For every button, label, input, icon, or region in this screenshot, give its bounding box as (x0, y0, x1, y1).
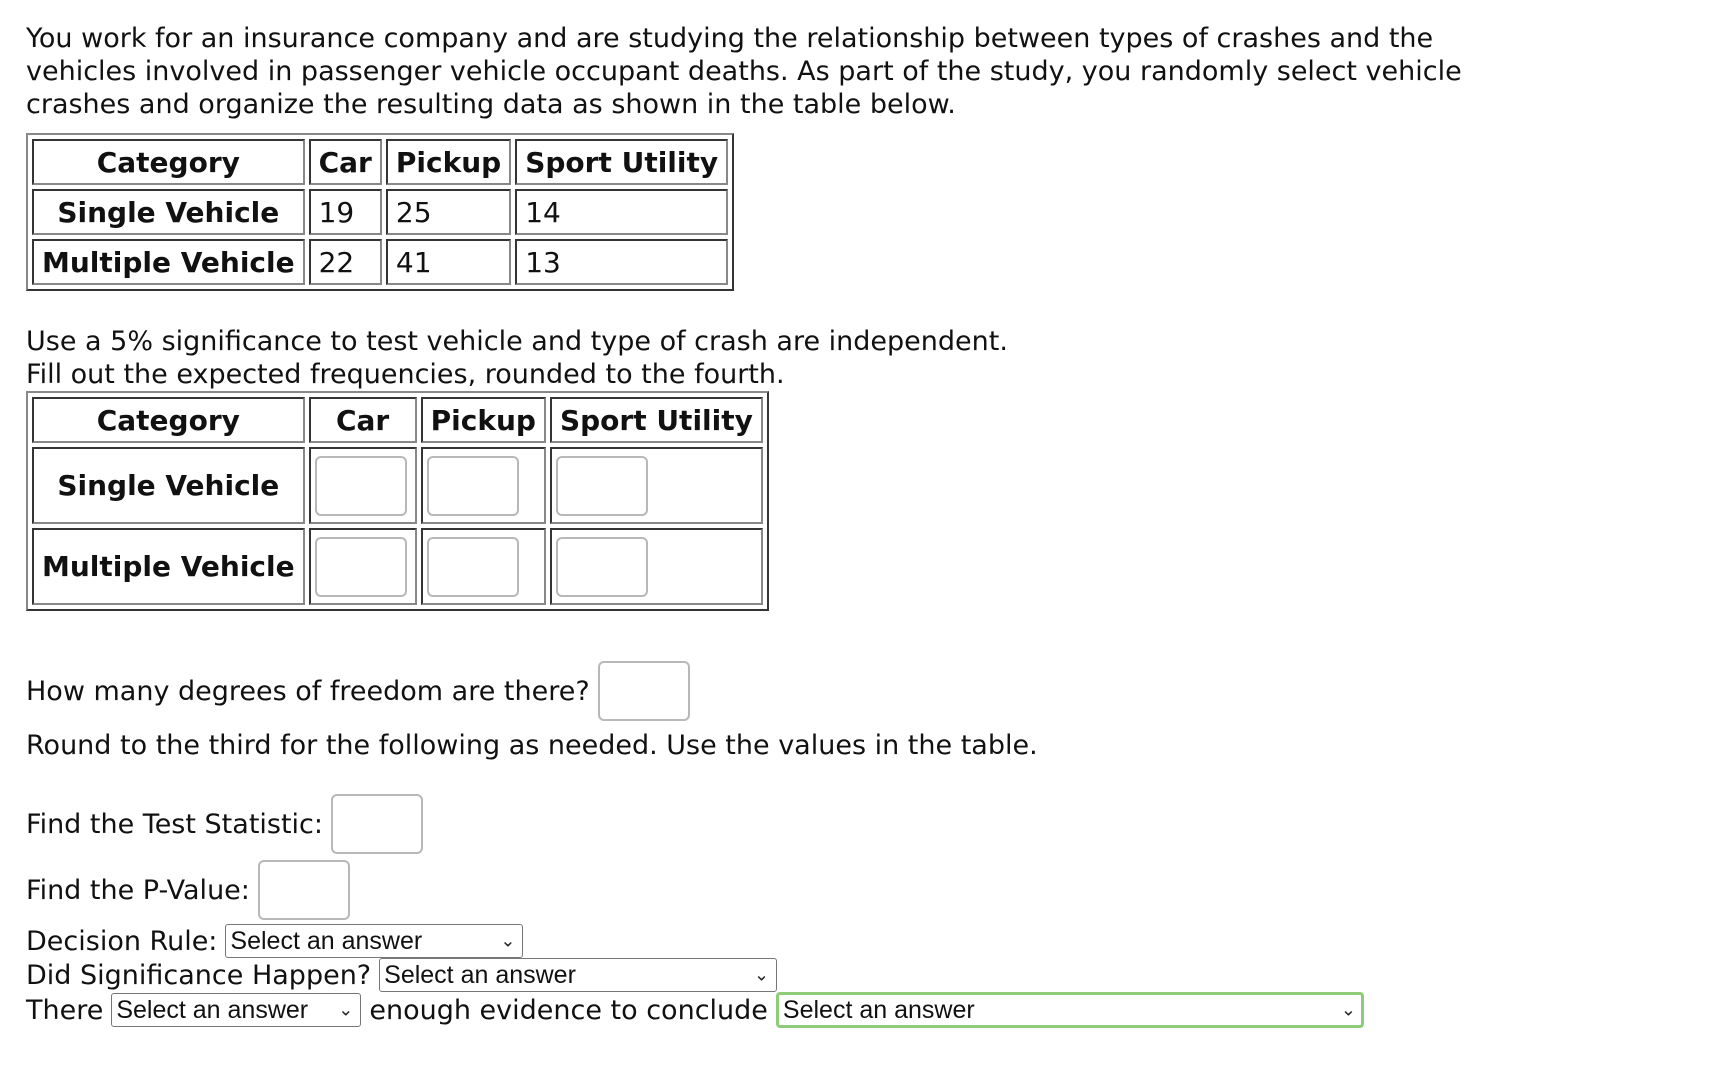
row-label-multiple-vehicle: Multiple Vehicle (32, 528, 305, 605)
question-page (26, 22, 1686, 1028)
cell-multiple-car: 22 (309, 239, 382, 285)
there-label: There (26, 994, 104, 1026)
table-row (32, 528, 763, 605)
evidence-amount-select[interactable] (111, 993, 361, 1027)
header-car: Car (309, 397, 417, 443)
test-statistic-row (26, 794, 1686, 854)
test-statistic-input[interactable] (331, 794, 423, 854)
row-label-single-vehicle: Single Vehicle (32, 189, 305, 235)
chevron-down-icon: ⌄ (500, 930, 516, 952)
decision-rule-row (26, 924, 1686, 958)
conclusion-select[interactable] (776, 992, 1364, 1028)
rounding-note: Round to the third for the following as needed. Use the values in the table. (26, 730, 1038, 761)
significance-row (26, 958, 1686, 992)
cell-single-pickup: 25 (386, 189, 511, 235)
header-category: Category (32, 139, 305, 185)
cell-expected-multiple-suv (550, 528, 763, 605)
table-header-row (32, 397, 763, 443)
decision-rule-select[interactable] (225, 924, 523, 958)
header-pickup: Pickup (386, 139, 511, 185)
table-row (32, 239, 728, 285)
decision-rule-label: Decision Rule: (26, 925, 218, 957)
cell-single-car: 19 (309, 189, 382, 235)
table-row (32, 189, 728, 235)
row-label-single-vehicle: Single Vehicle (32, 447, 305, 524)
chevron-down-icon: ⌄ (338, 999, 354, 1021)
conclusion-row (26, 992, 1686, 1028)
header-sport-utility: Sport Utility (550, 397, 763, 443)
evidence-label: enough evidence to conclude (369, 994, 768, 1026)
degrees-of-freedom-input[interactable] (598, 661, 690, 721)
significance-select-wrap (379, 958, 777, 992)
cell-expected-single-car (309, 447, 417, 524)
significance-select[interactable] (379, 958, 777, 992)
expected-single-suv-input[interactable] (556, 456, 648, 516)
degrees-of-freedom-label: How many degrees of freedom are there? (26, 675, 590, 707)
prompt-significance: Use a 5% significance to test vehicle and type of crash are independent. (26, 326, 1008, 357)
expected-frequencies-table (26, 391, 769, 611)
cell-multiple-pickup: 41 (386, 239, 511, 285)
significance-label: Did Significance Happen? (26, 959, 372, 991)
decision-rule-select-wrap (225, 924, 523, 958)
chevron-down-icon: ⌄ (1340, 999, 1356, 1021)
degrees-of-freedom-row (26, 661, 1686, 721)
row-label-multiple-vehicle: Multiple Vehicle (32, 239, 305, 285)
cell-expected-single-suv (550, 447, 763, 524)
expected-multiple-suv-input[interactable] (556, 537, 648, 597)
header-car: Car (309, 139, 382, 185)
expected-single-car-input[interactable] (315, 456, 407, 516)
conclusion-select-wrap (776, 992, 1364, 1028)
test-statistic-label: Find the Test Statistic: (26, 808, 323, 840)
p-value-label: Find the P-Value: (26, 874, 250, 906)
cell-expected-single-pickup (421, 447, 546, 524)
cell-multiple-suv: 13 (515, 239, 728, 285)
expected-multiple-pickup-input[interactable] (427, 537, 519, 597)
p-value-input[interactable] (258, 860, 350, 920)
table-row (32, 447, 763, 524)
cell-single-suv: 14 (515, 189, 728, 235)
observed-data-table (26, 133, 734, 291)
chevron-down-icon: ⌄ (754, 964, 770, 986)
cell-expected-multiple-pickup (421, 528, 546, 605)
there-select-wrap (111, 993, 361, 1027)
p-value-row (26, 860, 1686, 920)
header-category: Category (32, 397, 305, 443)
header-pickup: Pickup (421, 397, 546, 443)
cell-expected-multiple-car (309, 528, 417, 605)
prompt-expected: Fill out the expected frequencies, rounded to the fourth. (26, 359, 785, 390)
intro-text: You work for an insurance company and are studying the relationship between types of crashes and the vehicles involved in passenger vehicle occupant deaths. As part of the study, you randomly select vehicle crashes and organize the resulting data as shown in the table below. (26, 23, 1462, 120)
expected-multiple-car-input[interactable] (315, 537, 407, 597)
header-sport-utility: Sport Utility (515, 139, 728, 185)
expected-single-pickup-input[interactable] (427, 456, 519, 516)
table-header-row (32, 139, 728, 185)
